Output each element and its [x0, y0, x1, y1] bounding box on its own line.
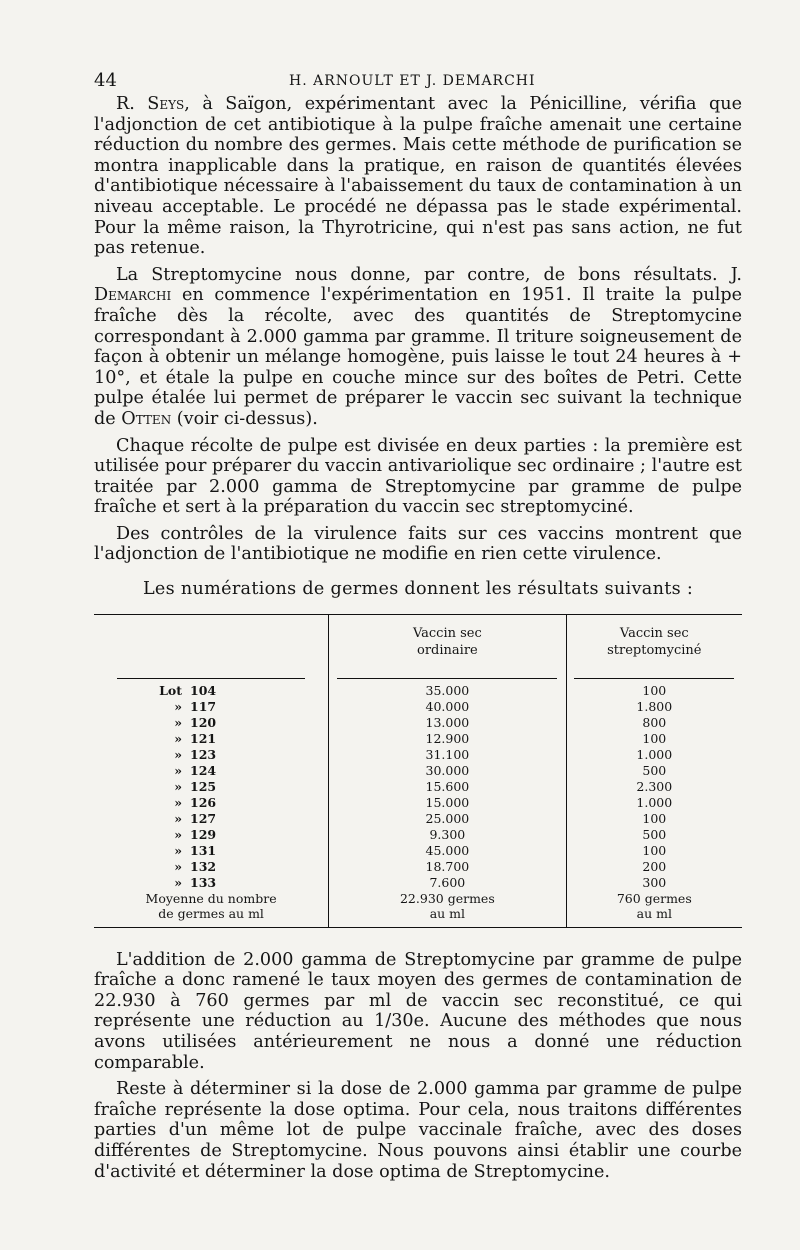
lot-prefix: »	[174, 794, 182, 810]
lot-number: 126	[190, 794, 217, 810]
strepto-cell: 500	[642, 762, 667, 778]
table-row	[94, 795, 742, 811]
strepto-cell: 1.800	[636, 698, 673, 714]
ordinaire-cell: 40.000	[329, 699, 566, 715]
lot-prefix: »	[174, 826, 182, 842]
lot-cell	[94, 683, 329, 699]
lot-number: 120	[190, 714, 217, 730]
footer-strepto	[566, 891, 742, 928]
table-row	[94, 859, 742, 875]
strepto-cell: 800	[642, 714, 667, 730]
paragraph-streptomycine-part-b: en commence l'expérimentation en 1951. Il traite la pulpe fraîche dès la récolte, avec des quantités de Streptomycine correspondant à 2.000 gamma par gramme. Il triture soigneusement de façon à obtenir un mélange homogène, puis laisse le tout 24 heures à + 10°, et étale la pulpe en couche mince sur des boîtes de Petri. Cette pulpe étalée lui permet de préparer le vaccin sec suivant la technique de	[94, 285, 742, 429]
ordinaire-cell: 13.000	[329, 715, 566, 731]
strepto-cell: 100	[642, 842, 667, 858]
ordinaire-cell: 35.000	[329, 683, 566, 699]
table-row	[94, 731, 742, 747]
ordinaire-cell: 7.600	[329, 875, 566, 891]
lot-prefix: »	[174, 778, 182, 794]
lot-prefix: »	[174, 858, 182, 874]
lot-number: 117	[190, 698, 217, 714]
header-lot	[94, 614, 329, 667]
ordinaire-cell: 18.700	[329, 859, 566, 875]
strepto-cell: 200	[642, 858, 667, 874]
lot-number: 125	[190, 778, 217, 794]
lot-number: 127	[190, 810, 217, 826]
table-row	[94, 779, 742, 795]
ordinaire-cell: 31.100	[329, 747, 566, 763]
lot-cell	[94, 859, 329, 875]
lot-cell	[94, 875, 329, 891]
lot-cell	[94, 827, 329, 843]
ordinaire-cell: 30.000	[329, 763, 566, 779]
lot-cell	[94, 715, 329, 731]
paragraph-streptomycine	[94, 265, 742, 430]
table-row	[94, 875, 742, 891]
table-header-row	[94, 614, 742, 667]
lot-prefix: »	[174, 698, 182, 714]
paragraph-virulence: Des contrôles de la virulence faits sur ces vaccins montrent que l'adjonction de l'antibiotique ne modifie en rien cette virulence.	[94, 523, 742, 565]
ordinaire-cell: 12.900	[329, 731, 566, 747]
header-ordinaire-line2: ordinaire	[417, 642, 478, 658]
paragraph-streptomycine-part-a: La Streptomycine nous donne, par contre, de bons résultats. J.	[116, 264, 742, 285]
lot-prefix: »	[174, 746, 182, 762]
table-row	[94, 747, 742, 763]
lot-prefix: »	[174, 762, 182, 778]
underline-col3	[566, 667, 742, 683]
lot-prefix: »	[174, 714, 182, 730]
table-footer-row	[94, 891, 742, 928]
header-strepto-line2: streptomyciné	[607, 642, 702, 658]
paragraph-seys-text: , à Saïgon, expérimentant avec la Pénicilline, vérifia que l'adjonction de cet antibiotique à la pulpe fraîche amenait une certaine réduction du nombre des germes. Mais cette méthode de purification se montra inapplicable dans la pratique, en raison de quantités élevées d'antibiotique nécessaire à l'abaissement du taux de contamination à un niveau acceptable. Le procédé ne dépassa pas le stade expérimental. Pour la même raison, la Thyrotricine, qui n'est pas sans action, ne fut pas retenue.	[94, 94, 742, 259]
underline-col2	[329, 667, 566, 683]
footer-ordinaire-line2: au ml	[429, 905, 466, 921]
paragraph-streptomycine-part-c: (voir ci-dessus).	[171, 408, 318, 429]
table-row	[94, 763, 742, 779]
strepto-cell: 1.000	[636, 746, 673, 762]
lot-number: 133	[190, 874, 217, 890]
paragraph-recolte: Chaque récolte de pulpe est divisée en deux parties : la première est utilisée pour préparer du vaccin antivariolique sec ordinaire ; l'autre est traitée par 2.000 gamma de Streptomycine par gramme de pulpe fraîche et sert à la préparation du vaccin sec streptomyciné.	[94, 435, 742, 518]
running-header	[94, 70, 742, 94]
lot-prefix: Lot	[159, 682, 182, 698]
underline-col1	[94, 667, 329, 683]
strepto-cell: 500	[642, 826, 667, 842]
author-name-seys: R. Seys	[116, 94, 185, 114]
paragraph-seys	[94, 94, 742, 259]
lot-number: 131	[190, 842, 217, 858]
results-table-wrapper	[94, 614, 742, 928]
strepto-cell: 300	[642, 874, 667, 890]
ordinaire-cell: 9.300	[329, 827, 566, 843]
lot-number: 124	[190, 762, 217, 778]
paragraph-dose-optima: Reste à déterminer si la dose de 2.000 gamma par gramme de pulpe fraîche représente la dose optima. Pour cela, nous traitons différentes parties d'un même lot de pulpe vaccinale fraîche, avec des doses différentes de Streptomycine. Nous pouvons ainsi établir une courbe d'activité et déterminer la dose optima de Streptomycine.	[94, 1079, 742, 1182]
footer-label	[94, 891, 329, 928]
table-row	[94, 715, 742, 731]
author-name-otten: Otten	[121, 408, 172, 429]
footer-ordinaire-line1: 22.930 germes	[399, 890, 495, 906]
header-ordinaire	[329, 614, 566, 667]
table-row	[94, 843, 742, 859]
footer-ordinaire	[329, 891, 566, 928]
table-intro: Les numérations de germes donnent les résultats suivants :	[142, 579, 694, 600]
strepto-cell: 100	[642, 682, 667, 698]
lot-cell	[94, 795, 329, 811]
running-title: H. ARNOULT ET J. DEMARCHI	[289, 73, 536, 89]
lot-cell	[94, 731, 329, 747]
footer-strepto-line1: 760 germes	[616, 890, 692, 906]
lot-prefix: »	[174, 730, 182, 746]
lot-cell	[94, 763, 329, 779]
lot-number: 104	[190, 682, 217, 698]
footer-label-line1: Moyenne du nombre	[145, 890, 277, 906]
header-ordinaire-line1: Vaccin sec	[412, 625, 482, 641]
footer-strepto-line2: au ml	[636, 905, 672, 921]
lot-number: 123	[190, 746, 217, 762]
table-body	[94, 683, 742, 891]
header-underline-row	[94, 667, 742, 683]
lot-cell	[94, 843, 329, 859]
author-name-demarchi: Demarchi	[94, 285, 172, 306]
footer-label-line2: de germes au ml	[158, 905, 264, 921]
strepto-cell: 100	[642, 810, 667, 826]
table-row	[94, 699, 742, 715]
lot-cell	[94, 747, 329, 763]
lot-cell	[94, 779, 329, 795]
lot-cell	[94, 699, 329, 715]
ordinaire-cell: 45.000	[329, 843, 566, 859]
strepto-cell: 100	[642, 730, 667, 746]
header-streptomycine	[566, 614, 742, 667]
lot-prefix: »	[174, 810, 182, 826]
lot-number: 132	[190, 858, 217, 874]
lot-number: 129	[190, 826, 217, 842]
strepto-cell: 1.000	[636, 794, 673, 810]
strepto-cell: 2.300	[636, 778, 673, 794]
ordinaire-cell: 25.000	[329, 811, 566, 827]
ordinaire-cell: 15.600	[329, 779, 566, 795]
table-row	[94, 827, 742, 843]
ordinaire-cell: 15.000	[329, 795, 566, 811]
lot-number: 121	[190, 730, 217, 746]
table-row	[94, 683, 742, 699]
page	[94, 70, 742, 1188]
lot-prefix: »	[174, 842, 182, 858]
paragraph-addition: L'addition de 2.000 gamma de Streptomycine par gramme de pulpe fraîche a donc ramené le taux moyen des germes de contamination de 22.930 à 760 germes par ml de vaccin sec reconstitué, ce qui représente une réduction au 1/30e. Aucune des méthodes que nous avons utilisées antérieurement ne nous a donné une réduction comparable.	[94, 949, 742, 1073]
page-number: 44	[94, 70, 117, 91]
table-row	[94, 811, 742, 827]
lot-prefix: »	[174, 874, 182, 890]
lot-cell	[94, 811, 329, 827]
results-table	[94, 614, 742, 928]
header-strepto-line1: Vaccin sec	[619, 625, 689, 641]
